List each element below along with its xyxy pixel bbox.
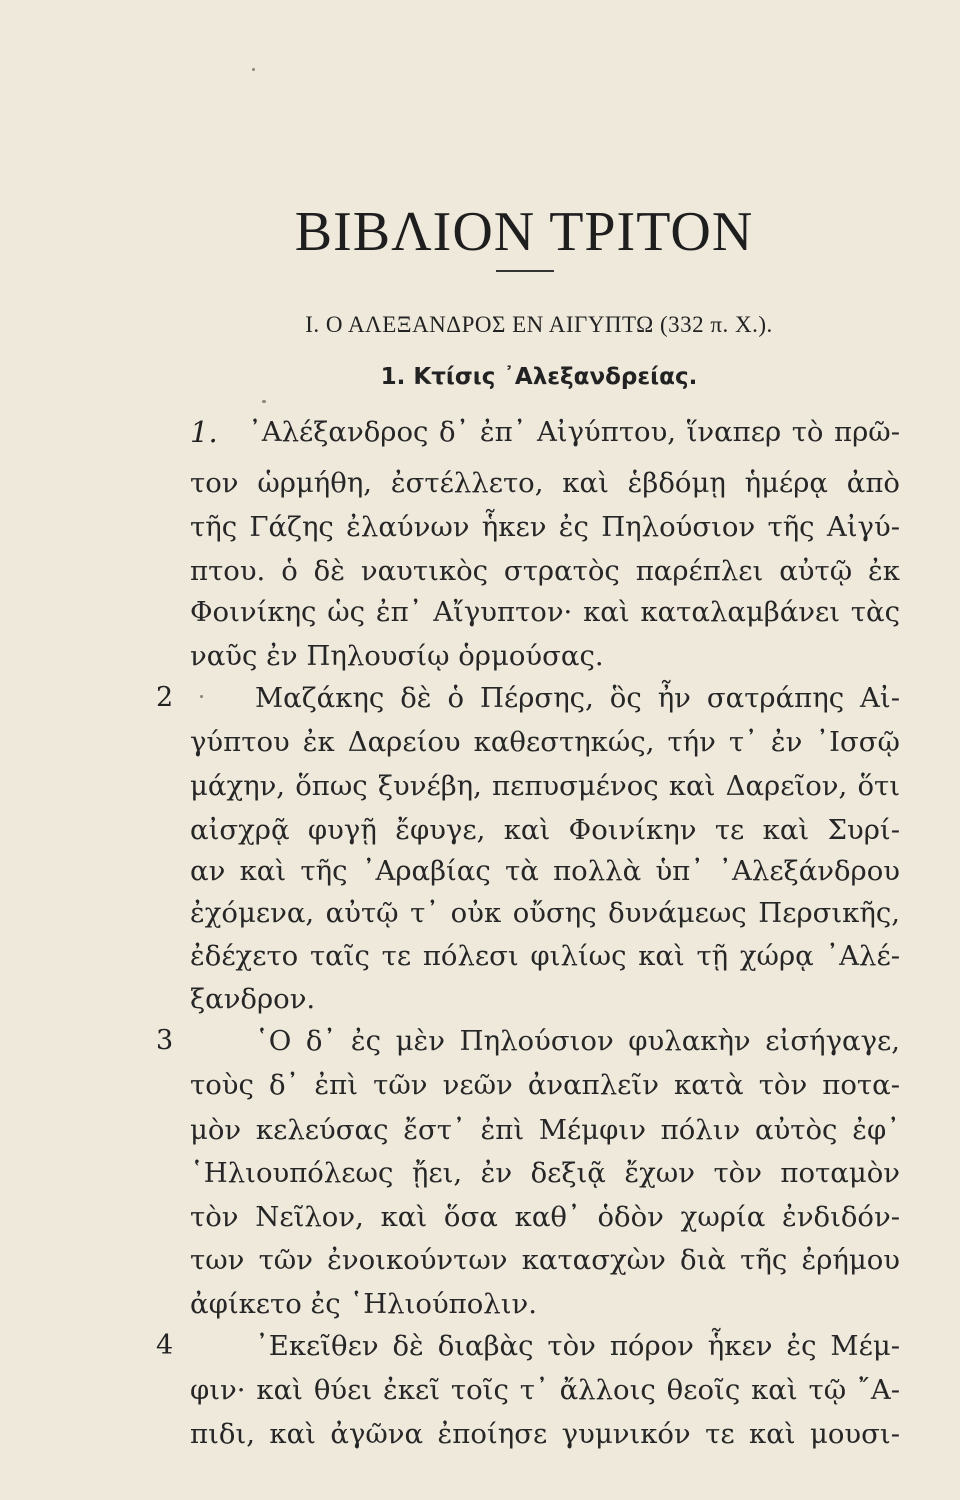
paragraph-3-line-6: των τῶν ἐνοικούντων κατασχὼν διὰ τῆς ἐρήμου [190, 1244, 900, 1276]
paragraph-3-line-2: τοὺς δ᾿ ἐπὶ τῶν νεῶν ἀναπλεῖν κατὰ τὸν ποτα- [190, 1069, 900, 1101]
paragraph-2-number: 2 [156, 682, 174, 713]
paragraph-1-line-6: ναῦς ἐν Πηλουσίῳ ὁρμούσας. [190, 640, 604, 672]
paragraph-4-line-1: ᾿Εκεῖθεν δὲ διαβὰς τὸν πόρον ἧκεν ἐς Μέμ- [255, 1330, 900, 1362]
print-speck [252, 68, 255, 71]
paragraph-3-number: 3 [156, 1025, 174, 1056]
paragraph-2-line-4: αἰσχρᾷ φυγῇ ἔφυγε, καὶ Φοινίκην τε καὶ Συρί- [190, 814, 900, 846]
paragraph-2-line-6: ἐχόμενα, αὐτῷ τ᾿ οὐκ οὔσης δυνάμεως Περσικῆς, [190, 897, 900, 929]
paragraph-4-line-2: φιν· καὶ θύει ἐκεῖ τοῖς τ᾿ ἄλλοις θεοῖς καὶ τῷ ῎Α- [190, 1374, 900, 1406]
book-title: ΒΙΒΛΙΟΝ ΤΡΙΤΟΝ [294, 201, 754, 263]
chapter-heading: I. Ο ΑΛΕΞΑΝΔΡΟΣ ΕΝ ΑΙΓΥΠΤΩ (332 π. Χ.). [305, 312, 773, 337]
paragraph-2-line-8: ξανδρον. [190, 983, 316, 1015]
print-speck [262, 400, 266, 403]
paragraph-4-number: 4 [156, 1330, 174, 1361]
paragraph-2-line-2: γύπτου ἐκ Δαρείου καθεστηκώς, τήν τ᾿ ἐν ᾿Ισσῷ [190, 726, 900, 758]
paragraph-1-line-1: ᾿Αλέξανδρος δ᾿ ἐπ᾿ Αἰγύπτου, ἵναπερ τὸ πρῶ- [248, 416, 900, 448]
print-speck [200, 695, 203, 698]
section-heading: 1. Κτίσις ᾿Αλεξανδρείας. [380, 364, 698, 390]
paragraph-2-line-7: ἐδέχετο ταῖς τε πόλεσι φιλίως καὶ τῇ χώρᾳ ᾿Αλέ- [190, 940, 900, 972]
paragraph-2-line-3: μάχην, ὅπως ξυνέβη, πεπυσμένος καὶ Δαρεῖον, ὅτι [190, 770, 900, 802]
paragraph-2-line-1: Μαζάκης δὲ ὁ Πέρσης, ὃς ἦν σατράπης Αἰ- [255, 682, 900, 714]
paragraph-3-line-3: μὸν κελεύσας ἔστ᾿ ἐπὶ Μέμφιν πόλιν αὐτὸς ἐφ᾿ [190, 1114, 900, 1146]
paragraph-3-line-7: ἀφίκετο ἐς ῾Ηλιούπολιν. [190, 1288, 537, 1320]
title-rule [496, 270, 554, 272]
paragraph-1-number: 1. [190, 415, 218, 449]
paragraph-4-line-3: πιδι, καὶ ἀγῶνα ἐποίησε γυμνικόν τε καὶ μουσι- [190, 1418, 900, 1450]
paragraph-3-line-4: ῾Ηλιουπόλεως ᾔει, ἐν δεξιᾷ ἔχων τὸν ποταμὸν [190, 1157, 900, 1189]
paragraph-2-line-5: αν καὶ τῆς ᾿Αραβίας τὰ πολλὰ ὑπ᾿ ᾿Αλεξάνδρου [190, 855, 900, 887]
paragraph-1-line-3: τῆς Γάζης ἐλαύνων ἧκεν ἐς Πηλούσιον τῆς Αἰγύ- [190, 511, 900, 543]
paragraph-1-line-5: Φοινίκης ὡς ἐπ᾿ Αἴγυπτον· καὶ καταλαμβάνει τὰς [190, 596, 900, 628]
paragraph-1-line-4: πτου. ὁ δὲ ναυτικὸς στρατὸς παρέπλει αὐτῷ ἐκ [190, 555, 900, 587]
paragraph-1-line-2: τον ὡρμήθη, ἐστέλλετο, καὶ ἑβδόμῃ ἡμέρᾳ ἀπὸ [190, 467, 900, 499]
paragraph-3-line-1: ῾Ο δ᾿ ἐς μὲν Πηλούσιον φυλακὴν εἰσήγαγε, [255, 1025, 900, 1057]
paragraph-3-line-5: τὸν Νεῖλον, καὶ ὅσα καθ᾿ ὁδὸν χωρία ἐνδιδόν- [190, 1201, 900, 1233]
